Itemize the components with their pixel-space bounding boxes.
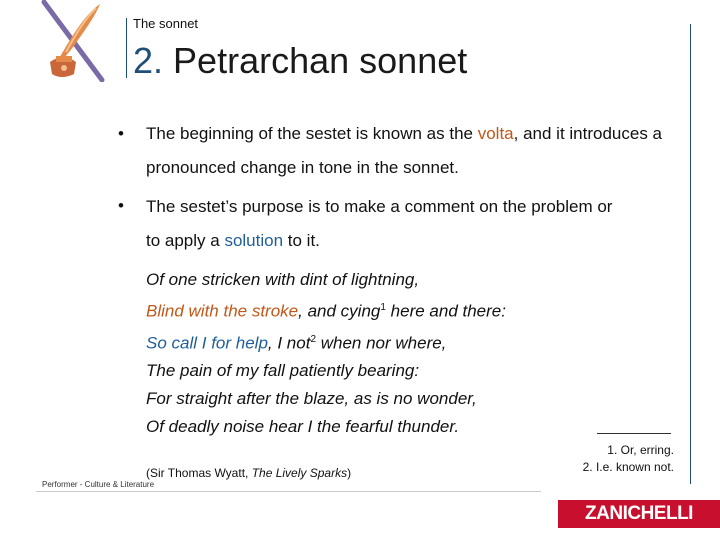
poem-line xyxy=(146,326,506,358)
poem-line xyxy=(146,294,506,326)
poem-line: For straight after the blaze, as is no wonder, xyxy=(146,389,477,409)
header-divider xyxy=(126,18,127,78)
footer-text: Performer - Culture & Literature xyxy=(42,480,155,489)
poem-highlight: So call I for help xyxy=(146,333,268,353)
quill-inkwell-logo-icon xyxy=(36,0,112,82)
source-text: ) xyxy=(347,466,352,480)
bullet-text: The beginning of the sestet is known as the xyxy=(146,124,478,143)
title-text: Petrarchan sonnet xyxy=(173,40,468,81)
poem-text: here and there: xyxy=(385,301,506,321)
poem-text: , I not xyxy=(267,333,311,353)
bullet-text: The sestet’s purpose is to make a comment on the problem or to apply a xyxy=(146,197,613,250)
poem-line: Of one stricken with dint of lightning, xyxy=(146,270,420,289)
footnotes xyxy=(583,442,674,476)
bullet-text: , and it introduces a pronounced change in tone in the sonnet. xyxy=(146,124,663,177)
footnote-2: 2. I.e. known not. xyxy=(582,460,674,474)
solution-term: solution xyxy=(224,231,284,250)
content-border xyxy=(690,24,691,484)
poem-excerpt xyxy=(146,266,506,441)
source-work: The Lively Sparks xyxy=(251,466,348,480)
footer-divider xyxy=(36,491,541,492)
bullet-marker: • xyxy=(118,196,124,215)
bullet-item xyxy=(146,117,676,185)
poem-line: Of deadly noise hear I the fearful thunder. xyxy=(146,417,460,437)
bullet-text: to it. xyxy=(283,231,320,250)
poem-text: , and cying xyxy=(298,301,381,321)
title-number: 2. xyxy=(133,40,164,81)
page-title xyxy=(133,40,467,82)
poem-text: when nor where, xyxy=(316,333,447,353)
source-text: (Sir Thomas Wyatt, xyxy=(146,466,252,480)
poem-highlight: Blind with the stroke xyxy=(146,301,299,321)
section-kicker: The sonnet xyxy=(133,16,199,31)
bullet-item xyxy=(146,190,616,258)
footnote-ref: 2 xyxy=(310,333,316,345)
bullet-marker: • xyxy=(118,124,124,143)
volta-term: volta xyxy=(477,124,514,143)
footnote-ref: 1 xyxy=(380,302,386,313)
poem-line: The pain of my fall patiently bearing: xyxy=(146,361,420,381)
poem-source xyxy=(146,466,351,480)
footnote-divider xyxy=(597,433,671,434)
publisher-logo: ZANICHELLI xyxy=(558,500,720,528)
footnote-1: 1. Or, erring. xyxy=(607,443,674,457)
